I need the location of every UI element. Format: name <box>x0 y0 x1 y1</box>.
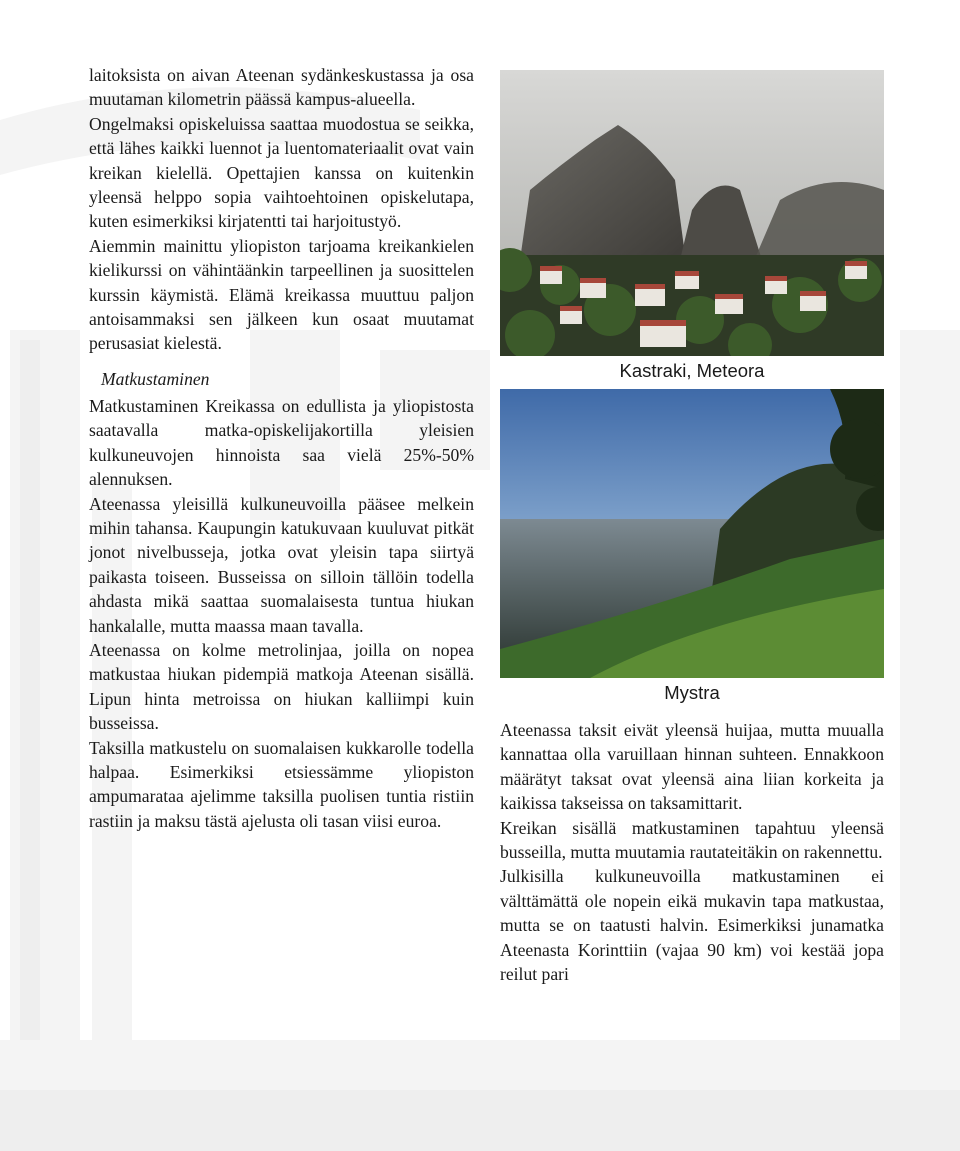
paragraph: Ateenassa taksit eivät yleensä huijaa, mutta muualla kannattaa olla varuillaan hinnan suhteen. Ennakkoon määrätyt taksat ovat yleensä aina liian korkeita ja kaikissa takseissa on taksamittarit. <box>500 720 884 814</box>
paragraph: Taksilla matkustelu on suomalaisen kukkarolle todella halpaa. Esimerkiksi etsiessämme yliopiston ampumarataa ajelimme taksilla puolisen tuntia ristiin rastiin ja maksu tästä ajelusta oli tasan viisi euroa. <box>89 737 474 831</box>
photo-mystra <box>500 389 884 678</box>
photo-caption: Kastraki, Meteora <box>619 360 765 381</box>
paragraph: Kreikan sisällä matkustaminen tapahtuu yleensä busseilla, mutta muutamia rautateitäkin on rakennettu. <box>500 817 884 863</box>
paragraph: laitoksista on aivan Ateenan sydänkeskustassa ja osa muutaman kilometrin päässä kampus-alueella. <box>89 65 474 110</box>
left-text-column <box>89 63 474 833</box>
paragraph: Ateenassa yleisillä kulkuneuvoilla pääsee melkein mihin tahansa. Kaupungin katukuvaan kuuluvat pitkät jonot nivelbusseja, jotka ovat yleisin tapa siirtyä paikasta toiseen. Busseissa on silloin tällöin todella ahdasta mikä saattaa suomalaisesta tuntua hiukan hankalalle, mutta maassa maan tavalla. <box>89 493 474 636</box>
right-text-column <box>500 718 884 986</box>
photo-caption: Mystra <box>664 682 720 703</box>
section-heading: Matkustaminen <box>101 368 210 389</box>
photo-kastraki-meteora <box>500 70 884 356</box>
paragraph: Aiemmin mainittu yliopiston tarjoama kreikankielen kielikurssi on vähintäänkin tarpeellinen ja suosittelen kurssin käymistä. Elämä kreikassa muuttuu paljon antoisammaksi sen jälkeen kun osaat muutamat perusasiat kielestä. <box>89 235 474 354</box>
paragraph: Matkustaminen Kreikassa on edullista ja yliopistosta saatavalla matka-opiskelijakortilla yleisien kulkuneuvojen hinnoista saa vielä 25%-50% alennuksen. <box>89 395 474 490</box>
paragraph: Ongelmaksi opiskeluissa saattaa muodostua se seikka, että lähes kaikki luennot ja luentomateriaalit ovat vain kreikan kielellä. Opettajien kanssa on kuitenkin yleensä helppo sopia vaihtoehtoinen opiskelutapa, kuten esimerkiksi kirjatentti tai harjoitustyö. <box>89 113 474 232</box>
paragraph: Julkisilla kulkuneuvoilla matkustaminen ei välttämättä ole nopein eikä mukavin tapa matkustaa, mutta se on taatusti halvin. Esimerkiksi junamatka Ateenasta Korinttiin (vajaa 90 km) voi kestää jopa reilut pari <box>500 866 884 985</box>
paragraph: Ateenassa on kolme metrolinjaa, joilla on nopea matkustaa hiukan pidempiä matkoja Ateenan sisällä. Lipun hinta metroissa on hiukan kalliimpi kuin busseissa. <box>89 639 474 734</box>
